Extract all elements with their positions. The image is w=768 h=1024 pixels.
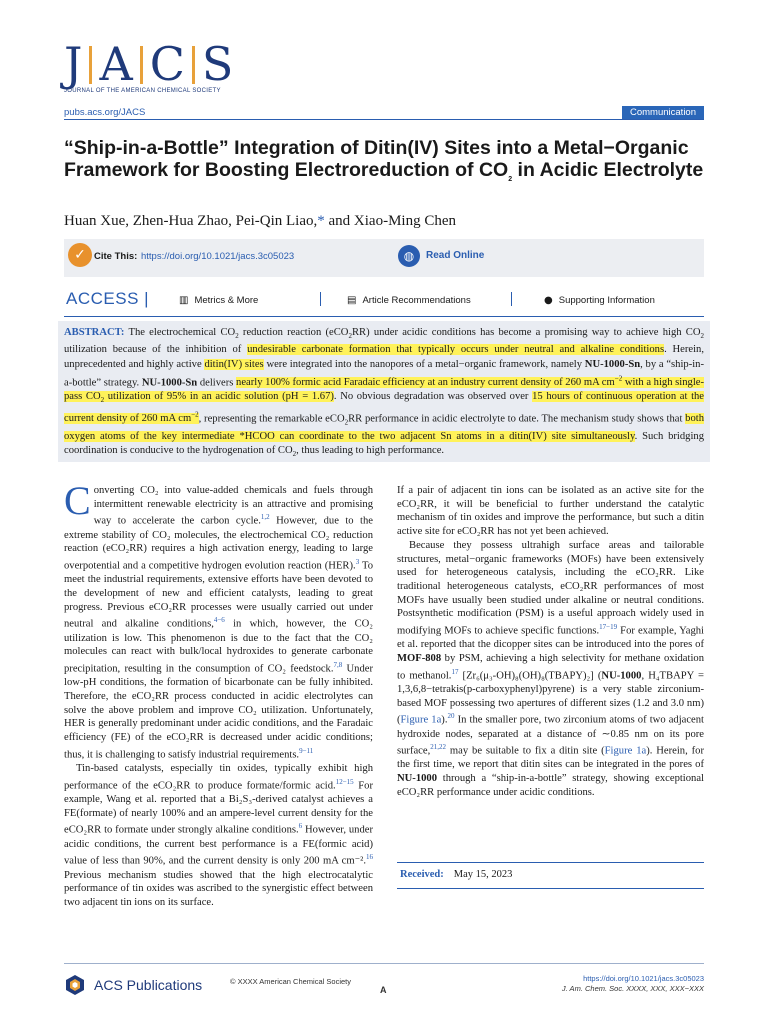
doi-link[interactable]: https://doi.org/10.1021/jacs.3c05023 — [141, 251, 295, 262]
figure-link[interactable]: Figure 1a — [604, 745, 647, 757]
citation-link[interactable]: 4−6 — [213, 616, 225, 625]
logo-letter-s: S — [201, 37, 234, 91]
title-subscript: 2 — [508, 175, 513, 183]
body-text: If a pair of adjacent tin ions can be isolated as an active site for the eCO₂RR, it will be beneficial to further understand the catalytic mechanism of tin oxides and improve the performance, but such a ditin active site for eCO₂RR has not yet been achieved. — [397, 485, 704, 538]
title-part1: “Ship-in-a-Bottle” Integration of Ditin(IV) Sites into a Metal−Organic Framework for Boosting Electroreduction of CO — [64, 137, 689, 181]
body-text: , H₄TBAPY = 1,3,6,8−tetrakis(p-carboxyphenyl)pyrene) is a very stable zirconium-based MOF possessing two apertures of different sizes (1.2 and 3.0 nm) ( — [397, 670, 704, 726]
body-text: In the smaller pore, two zirconium atoms of two adjacent hydroxide nodes, separated at a distance of ∼0.85 nm on its pore surface, — [397, 714, 704, 757]
abstract-heading: ABSTRACT: — [64, 327, 125, 338]
checkmark-icon: ✓ — [68, 243, 92, 267]
citation-link[interactable]: 3 — [355, 558, 360, 567]
citation-link[interactable]: 12−15 — [335, 777, 354, 786]
body-column-right — [397, 484, 704, 800]
logo-letter-a: A — [99, 37, 133, 91]
citation-link[interactable]: 7,8 — [333, 661, 343, 670]
citation-link[interactable]: 21,22 — [430, 743, 446, 752]
access-label: ACCESS | — [66, 289, 150, 308]
logo-letter-c: C — [149, 37, 185, 91]
logo-letter-j: J — [64, 37, 83, 91]
body-column-left — [64, 478, 374, 910]
metrics-link[interactable] — [179, 295, 258, 306]
citation-link[interactable]: 6 — [298, 822, 303, 831]
article-title — [64, 137, 714, 191]
author-list — [64, 213, 456, 230]
paragraph — [64, 762, 373, 910]
abstract-text: , representing the remarkable eCO — [198, 413, 345, 425]
abstract-text: RR performance in acidic electrolyte to date. The mechanism study shows that — [348, 413, 686, 425]
abstract-text: , by a “ship-in-a-bottle” strategy. — [64, 358, 704, 389]
journal-citation: J. Am. Chem. Soc. XXXX, XXX, XXX−XXX — [561, 984, 704, 993]
logo-subtitle: JOURNAL OF THE AMERICAN CHEMICAL SOCIETY — [64, 88, 221, 94]
abstract-highlight: 15 hours of continuous operation at the current density of 260 mA $cm^{-2}$ — [64, 391, 705, 425]
citation-link[interactable]: 16 — [366, 853, 373, 862]
body-text: For example, Wang et al. reported that a Bi₂S₃-derived catalyst achieves a FE(formate) of nearly 100% and an ampere-level current density for the eCO₂RR to formate under strongly alkaline conditions. — [64, 780, 373, 836]
article-type-badge: Communication — [622, 106, 704, 120]
abstract-highlight: ditin(IV) sites — [204, 358, 264, 370]
body-text: ). Herein, for the first time, we report that ditin sites can be integrated in the pores of — [397, 745, 704, 771]
body-text: However, under acidic conditions, the current best performance is a FE(formic acid) value of less than 90%, and the current density is only 200 mA cm⁻². — [64, 824, 373, 867]
access-divider — [320, 292, 321, 306]
abstract-text: . Herein, unprecedented and highly active — [64, 344, 705, 370]
abstract-highlight: nearly 100% formic acid Faradaic efficiency at an industry current density of 260 mA $cm^{-2}$ with a high single-pass $CO_2$ utilization of 95% in an acidic solution (pH = 1.67) — [64, 374, 705, 405]
material-name: MOF-808 — [397, 652, 442, 664]
supporting-info-label: Supporting Information — [558, 295, 655, 306]
supporting-info-link[interactable] — [544, 295, 655, 306]
received-rule — [397, 862, 704, 863]
si-icon: ● — [544, 295, 553, 306]
received-date — [400, 869, 512, 880]
citation-link[interactable]: 20 — [447, 712, 455, 721]
body-text: For example, Yaghi et al. reported that the dicopper sites can be introduced into the pores of — [397, 625, 704, 651]
body-text: Previous mechanism studies showed that the high electrocatalytic performance of tin oxides was ascribed to the synergistic effect between two adjacent tin ions on its surface. — [64, 869, 373, 908]
authors-text: Huan Xue, Zhen-Hua Zhao, Pei-Qin Liao, — [64, 213, 318, 229]
title-part2: in Acidic Electrolyte — [512, 159, 704, 181]
access-bar — [64, 288, 704, 312]
citation-link[interactable]: 17 — [451, 667, 459, 676]
abstract-text: RR) under acidic conditions has become a promising way to achieve high CO — [351, 327, 701, 338]
corresponding-author-mark[interactable]: * — [317, 213, 325, 229]
received-rule — [397, 888, 704, 889]
access-divider — [511, 292, 512, 306]
abstract-highlight-text: 15 hours of continuous operation at the current density of 260 mA cm — [64, 391, 705, 425]
globe-icon[interactable]: ◍ — [398, 245, 420, 267]
body-text: However, due to the extreme stability of CO₂ molecules, the electrochemical CO₂ reduction reaction (eCO₂RR) requires a high activation energy, leading to large overpotential and a competitive hydrogen evolution reaction (HER). — [64, 515, 373, 572]
abstract-text: delivers — [197, 377, 237, 389]
material-name: NU-1000-Sn — [141, 377, 198, 389]
body-text: by PSM, achieving a high selectivity for methane oxidation to methanol. — [397, 652, 704, 682]
material-name: NU-1000 — [601, 670, 642, 682]
logo-divider — [192, 46, 195, 84]
page-number: A — [380, 985, 387, 995]
access-rule — [64, 316, 704, 317]
header-rule — [64, 119, 704, 120]
logo-divider — [89, 46, 92, 84]
recommendations-label: Article Recommendations — [362, 295, 471, 306]
body-text: through a “ship-in-a-bottle” strategy, showing exceptional eCO₂RR performance under acidic conditions. — [397, 773, 704, 798]
pubs-link[interactable]: pubs.acs.org/JACS — [64, 107, 146, 118]
read-online-link[interactable]: Read Online — [426, 250, 485, 261]
dropcap: C — [64, 478, 91, 523]
body-text: ). — [441, 714, 448, 726]
cite-label: Cite This: — [94, 251, 138, 262]
body-text: may be suitable to fix a ditin site ( — [445, 745, 605, 757]
paragraph — [397, 484, 704, 539]
abstract-highlight: both oxygen atoms of the key intermediate *HCOO can coordinate to the two adjacent Sn atoms in a ditin(IV) site simultaneously — [64, 413, 704, 442]
abstract-text: . Such bridging coordination is conducive to the hydrogenation of CO — [64, 430, 704, 456]
abstract-text: . No obvious degradation was observed over — [333, 391, 533, 403]
cite-box — [64, 239, 704, 277]
citation-link[interactable]: 17−19 — [599, 623, 618, 632]
abstract-text: The electrochemical CO — [124, 327, 236, 338]
abstract-text: reduction reaction (eCO — [238, 327, 349, 338]
logo-divider — [140, 46, 143, 84]
footer-doi-link[interactable]: https://doi.org/10.1021/jacs.3c05023 — [583, 974, 704, 983]
metrics-label: Metrics & More — [194, 295, 259, 306]
body-text: To meet the industrial requirements, extensive efforts have been devoted to the development of new and efficient catalysts, leading to great progress. Previous eCO₂RR processes were usually carried out under neutral and alkaline conditions, — [64, 560, 373, 630]
citation-link[interactable]: 1,2 — [260, 513, 270, 522]
abstract-text: were integrated into the nanopores of a metal−organic framework, namely — [263, 358, 585, 370]
abstract: ABSTRACT: The electrochemical $CO_2$ reduction reaction (eCO$_2$RR) under acidic conditions has become a promising way to achieve high $CO_2$ utilization because of the inhibition of undesirable carbonate formation that typically occurs under neutral and alkaline conditions. Herein, unprecedented and highly active ditin(IV) sites were integrated into the nanopores of a metal−organic framework, namely NU-1000-Sn, by a “ship-in-a-bottle” strategy. NU-1000-Sn delivers nearly 100% formic acid Faradaic efficiency at an industry current density of 260 mA $cm^{-2}$ with a high single-pass $CO_2$ utilization of 95% in an acidic solution (pH = 1.67). No obvious degradation was observed over 15 hours of continuous operation at the current density of 260 mA $cm^{-2}$, representing the remarkable eCO$_2$RR performance in acidic electrolyte to date. The mechanism study shows that both oxygen atoms of the key intermediate *HCOO can coordinate to the two adjacent Sn atoms in a ditin(IV) site simultaneously. Such bridging coordination is conducive to the hydrogenation of $CO_2$, thus leading to high performance. — [64, 327, 705, 458]
material-name: NU-1000 — [397, 773, 438, 785]
access-label-text: ACCESS — [66, 289, 139, 308]
material-name: NU-1000-Sn — [584, 358, 641, 370]
bar-chart-icon: ▥ — [179, 295, 189, 306]
publisher-name: ACS Publications — [94, 977, 203, 993]
abstract-highlight-text: nearly 100% formic acid Faradaic efficiency at an industry current density of 260 mA cm — [236, 377, 615, 389]
authors-tail: and Xiao-Ming Chen — [324, 213, 456, 229]
body-text: Tin-based catalysts, especially tin oxides, typically exhibit high performance of the eCO₂RR to produce formate/formic acid. — [64, 763, 373, 792]
received-value: May 15, 2023 — [453, 869, 513, 880]
received-label: Received: — [400, 869, 444, 880]
abstract-text: , thus leading to high performance. — [296, 444, 445, 456]
citation-link[interactable]: 9−11 — [299, 746, 314, 755]
paragraph — [64, 478, 374, 762]
copyright: © XXXX American Chemical Society — [230, 977, 351, 986]
body-text: in which, however, the CO₂ utilization is low. This phenomenon is due to the fact that the CO₂ molecules can react with bulk/local hydroxides to generate carbonate precipitation, resulting in the consumption of CO₂ feedstock. — [64, 618, 373, 675]
article-icon: ▤ — [347, 295, 357, 306]
acs-hexagon-icon — [64, 974, 86, 996]
jacs-logo — [64, 37, 274, 102]
body-text: [Zr₆(μ₃-OH)₈(OH)₈(TBAPY)₂] ( — [458, 670, 602, 682]
acs-publications-logo[interactable] — [64, 974, 202, 996]
footer-rule — [64, 963, 704, 964]
figure-link[interactable]: Figure 1a — [400, 714, 442, 726]
body-text: Because they possess ultrahigh surface areas and tailorable structures, metal−organic frameworks (MOFs) have been extensively used for heterogeneous catalysis, including the eCO₂RR. Like traditional heterogeneous catalysts, eCO₂RR performances of most MOFs have usually been studied under alkaline or neutral conditions. Postsynthetic modification (PSM) is a useful approach widely used in modifying MOFs to achieve specific functions. — [397, 539, 704, 637]
paragraph — [397, 539, 704, 800]
abstract-highlight-text: with a high single-pass CO — [64, 377, 705, 403]
abstract-text: utilization because of the inhibition of — [64, 344, 248, 356]
body-text: Under low-pH conditions, the formation of bicarbonate can be fully inhibited. Therefore, the eCO₂RR process conducted in acidic electrolytes can solve the above problem and improve CO₂ utilization. Unfortunately, HER is generally predominant under acidic conditions, and the Faradaic efficiency (FE) of the eCO₂RR is decreased under acidic conditions; thus, it is challenging to satisfy industrial requirements. — [64, 663, 374, 761]
body-text: onverting CO₂ into value-added chemicals and fuels through intermittent renewable electricity is an attractive and promising way to accelerate the carbon cycle. — [93, 485, 373, 527]
abstract-highlight: undesirable carbonate formation that typically occurs under neutral and alkaline conditions — [247, 344, 665, 356]
abstract-highlight-text: utilization of 95% in an acidic solution (pH = 1.67) — [104, 391, 334, 403]
article-recommendations-link[interactable] — [347, 295, 471, 306]
